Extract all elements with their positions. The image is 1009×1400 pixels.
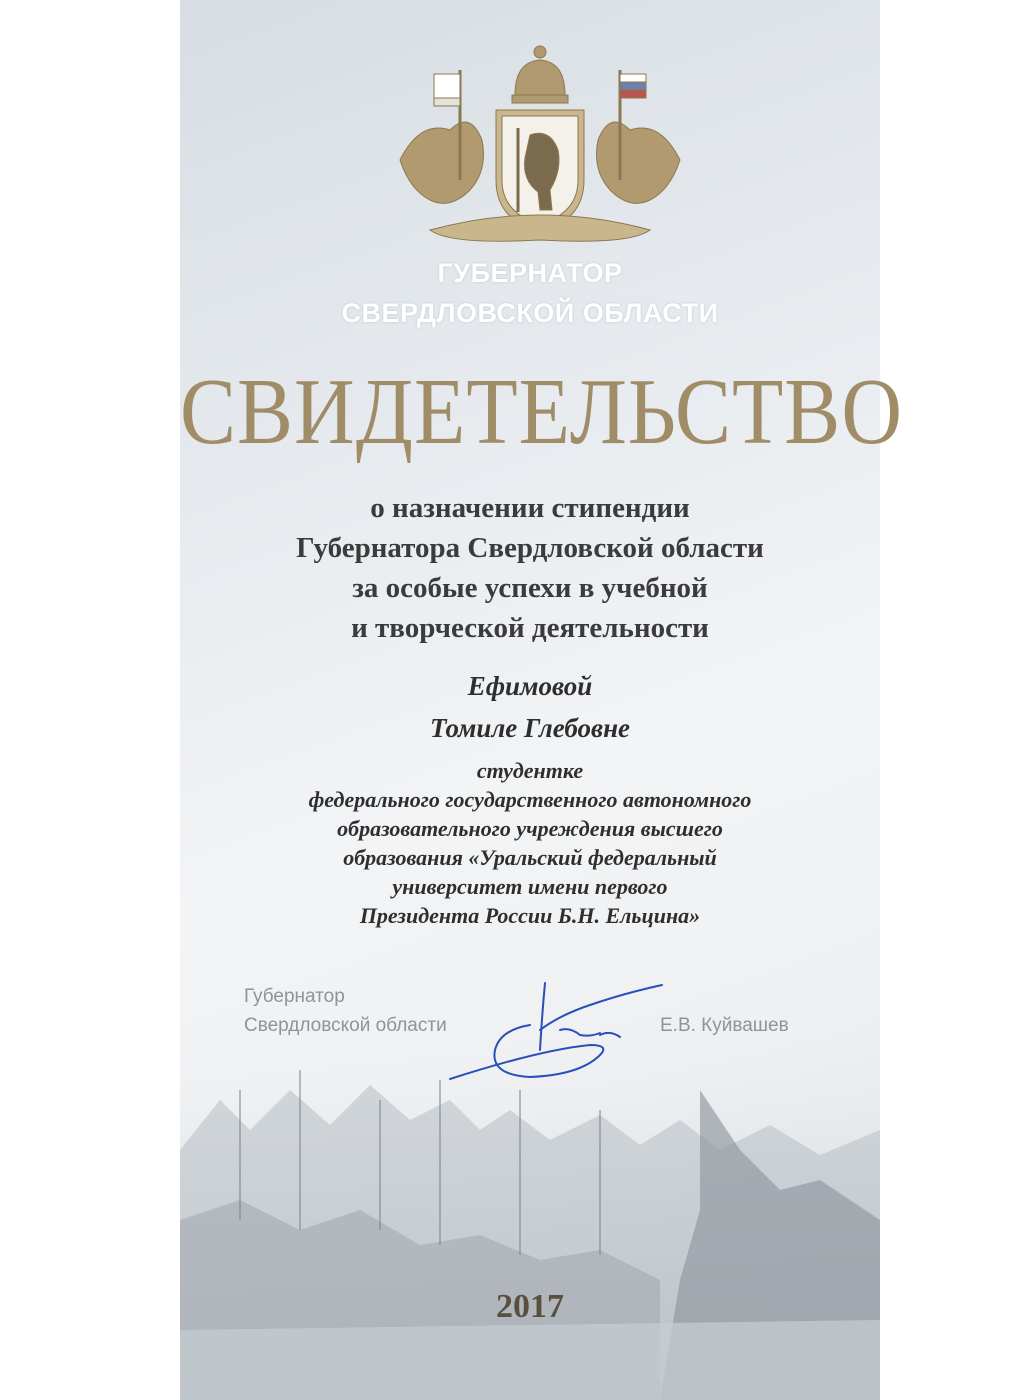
document-year: 2017	[496, 1288, 564, 1325]
signatory-title-line-2: Свердловской области	[244, 1015, 447, 1036]
recipient-name: Томиле Глебовне	[429, 713, 631, 743]
subtitle-line: о назначении стипендии	[370, 492, 690, 524]
recipient-role: студентке	[476, 758, 584, 783]
institution-line: образования «Уральский федеральный	[343, 845, 717, 870]
signatory-name: Е.В. Куйвашев	[660, 1015, 789, 1036]
institution-line: Президента России Б.Н. Ельцина»	[359, 903, 701, 928]
subtitle-line: за особые успехи в учебной	[352, 572, 708, 604]
document-title: СВИДЕТЕЛЬСТВО	[180, 360, 903, 465]
document-subtitle	[180, 488, 880, 648]
issuer-line-1: ГУБЕРНАТОР	[437, 258, 623, 288]
institution-line: университет имени первого	[392, 874, 668, 899]
institution-line: образовательного учреждения высшего	[337, 816, 723, 841]
issuer-line-2: СВЕРДЛОВСКОЙ ОБЛАСТИ	[341, 298, 719, 328]
signatory-title-line-1: Губернатор	[244, 986, 345, 1007]
recipient-institution	[180, 756, 880, 930]
subtitle-line: и творческой деятельности	[351, 612, 709, 644]
subtitle-line: Губернатора Свердловской области	[296, 532, 764, 564]
coat-of-arms-icon	[390, 40, 690, 250]
institution-line: федерального государственного автономного	[308, 787, 752, 812]
landscape-illustration	[180, 1030, 880, 1400]
recipient-surname: Ефимовой	[467, 671, 593, 701]
handwritten-signature	[440, 975, 680, 1085]
signatory-title	[244, 982, 447, 1040]
